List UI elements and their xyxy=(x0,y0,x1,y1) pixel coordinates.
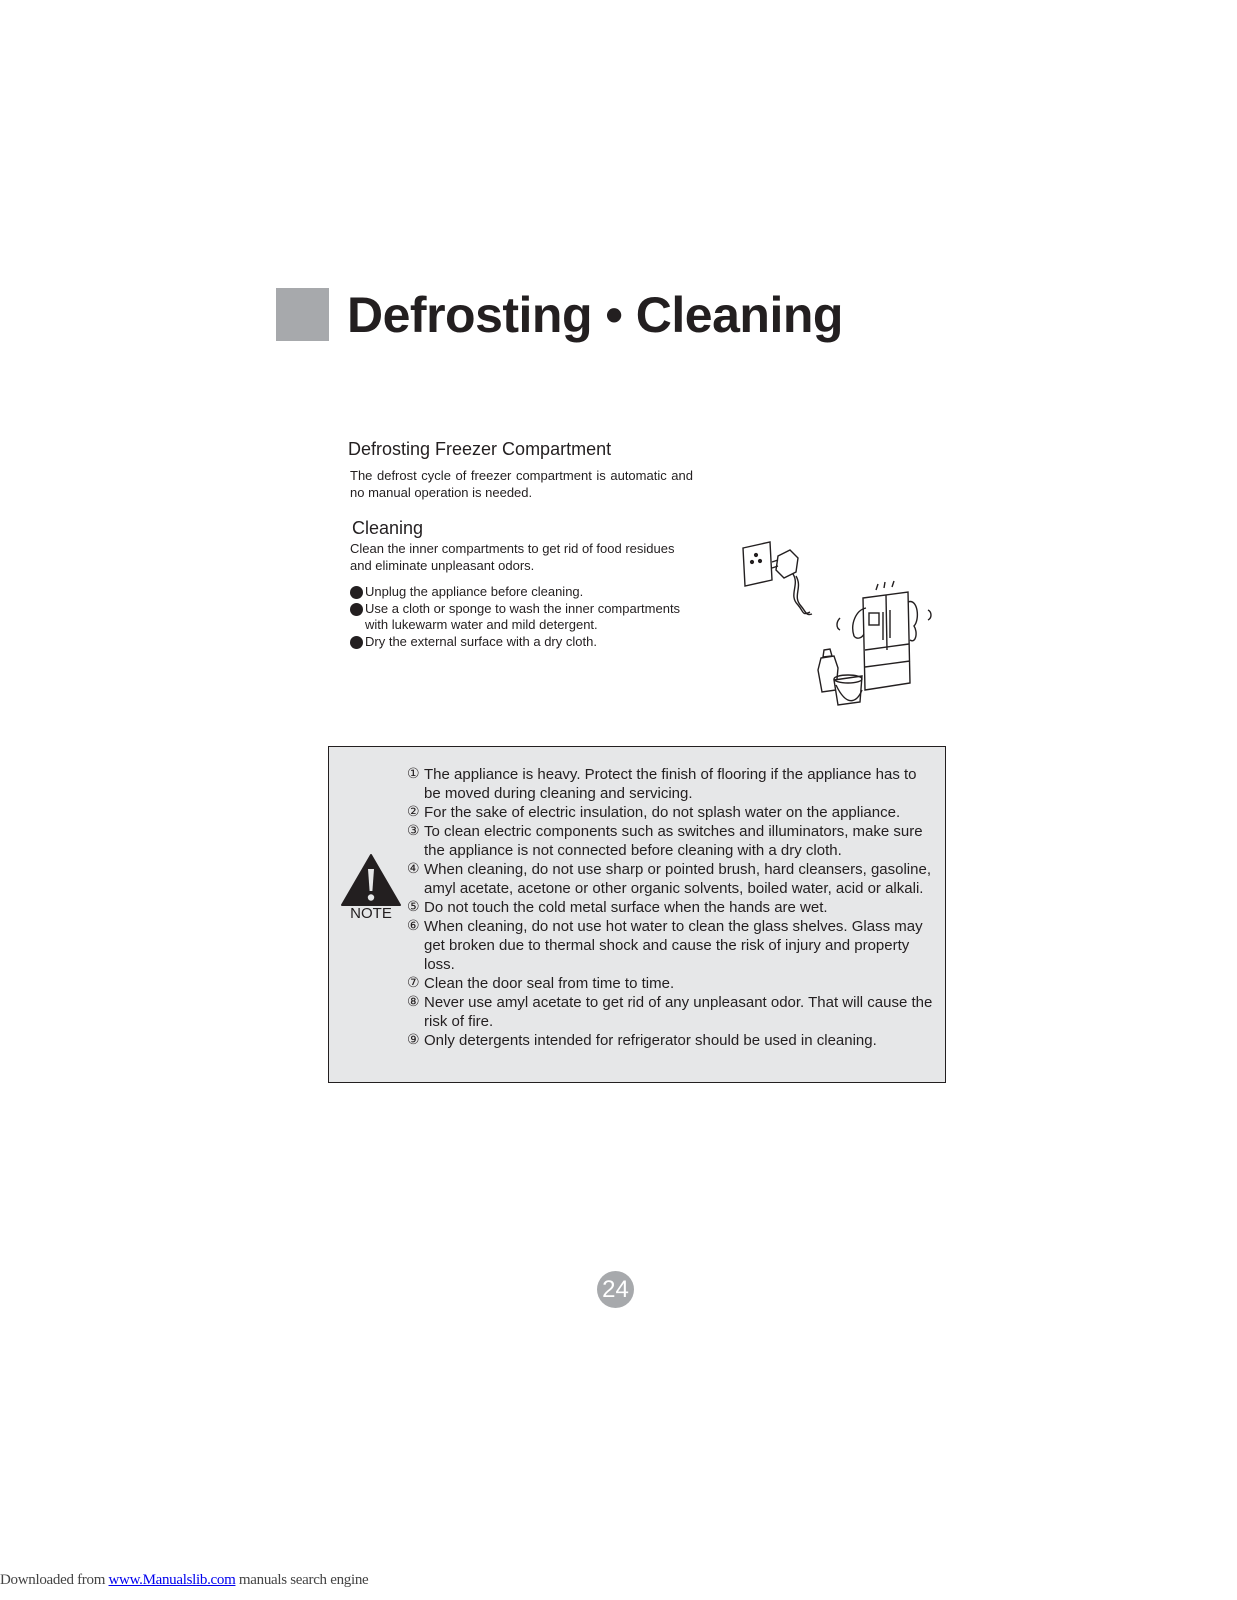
note-text: The appliance is heavy. Protect the finish of flooring if the appliance has to be moved during cleaning and servicing. xyxy=(424,766,917,802)
list-item xyxy=(407,993,937,1031)
note-box xyxy=(328,746,946,1083)
note-number: ⑥ xyxy=(407,918,420,934)
bullet-dot-icon xyxy=(350,636,363,649)
wall-socket-icon xyxy=(743,542,772,586)
note-list xyxy=(407,765,937,1050)
note-text: Do not touch the cold metal surface when the hands are wet. xyxy=(424,899,828,916)
cleaning-bullet-list xyxy=(350,584,693,650)
note-text: When cleaning, do not use sharp or pointed brush, hard cleansers, gasoline, amyl acetate, acetone or other organic solvents, boiled water, acid or alkali. xyxy=(424,861,931,897)
bullet-dot-icon xyxy=(350,586,363,599)
refrigerator-icon xyxy=(837,581,931,690)
bullet-text: Unplug the appliance before cleaning. xyxy=(365,584,584,599)
note-number: ⑦ xyxy=(407,975,420,991)
note-number: ⑧ xyxy=(407,994,420,1010)
list-item xyxy=(407,1031,937,1050)
bullet-dot-icon xyxy=(350,603,363,616)
list-item xyxy=(350,584,693,601)
note-number: ⑤ xyxy=(407,899,420,915)
note-label: NOTE xyxy=(350,905,392,922)
bullet-text: Use a cloth or sponge to wash the inner compartments with lukewarm water and mild detergent. xyxy=(365,600,681,632)
defrost-section xyxy=(348,438,693,501)
list-item xyxy=(407,822,937,860)
note-text: Never use amyl acetate to get rid of any unpleasant odor. That will cause the risk of fire. xyxy=(424,994,933,1030)
manualslib-link[interactable]: www.Manualslib.com xyxy=(108,1572,236,1588)
note-text: To clean electric components such as switches and illuminators, make sure the appliance is not connected before cleaning with a dry cloth. xyxy=(424,823,923,859)
list-item xyxy=(407,898,937,917)
cleaning-heading: Cleaning xyxy=(352,518,424,538)
page-number: 24 xyxy=(597,1271,634,1308)
list-item xyxy=(407,917,937,974)
note-number: ① xyxy=(407,766,420,782)
list-item xyxy=(407,765,937,803)
list-item xyxy=(407,974,937,993)
defrost-text: The defrost cycle of freezer compartment is automatic and no manual operation is needed. xyxy=(350,468,693,500)
list-item xyxy=(350,601,693,634)
list-item xyxy=(350,634,693,651)
list-item xyxy=(407,803,937,822)
note-text: Clean the door seal from time to time. xyxy=(424,975,675,992)
plug-icon xyxy=(772,550,812,615)
cleaning-section xyxy=(348,517,693,650)
title-square xyxy=(276,288,329,341)
note-number: ⑨ xyxy=(407,1032,420,1048)
footer-suffix: manuals search engine xyxy=(235,1572,369,1588)
defrost-heading: Defrosting Freezer Compartment xyxy=(348,439,612,459)
bucket-icon xyxy=(834,675,862,705)
bullet-text: Dry the external surface with a dry cloth. xyxy=(365,633,597,649)
list-item xyxy=(407,860,937,898)
note-number: ④ xyxy=(407,861,420,877)
unplug-and-clean-illustration xyxy=(738,540,948,720)
footer-prefix: Downloaded from xyxy=(0,1572,109,1588)
cleaning-intro: Clean the inner compartments to get rid of food residues and eliminate unpleasant odors. xyxy=(350,541,675,573)
footer xyxy=(0,1570,368,1590)
page-title: Defrosting • Cleaning xyxy=(347,287,843,343)
note-text: For the sake of electric insulation, do not splash water on the appliance. xyxy=(424,804,901,821)
warning-triangle-icon xyxy=(340,853,402,907)
note-text: When cleaning, do not use hot water to clean the glass shelves. Glass may get broken due to thermal shock and cause the risk of injury and property loss. xyxy=(424,918,923,973)
note-text: Only detergents intended for refrigerator should be used in cleaning. xyxy=(424,1032,877,1049)
note-number: ② xyxy=(407,804,420,820)
note-number: ③ xyxy=(407,823,420,839)
